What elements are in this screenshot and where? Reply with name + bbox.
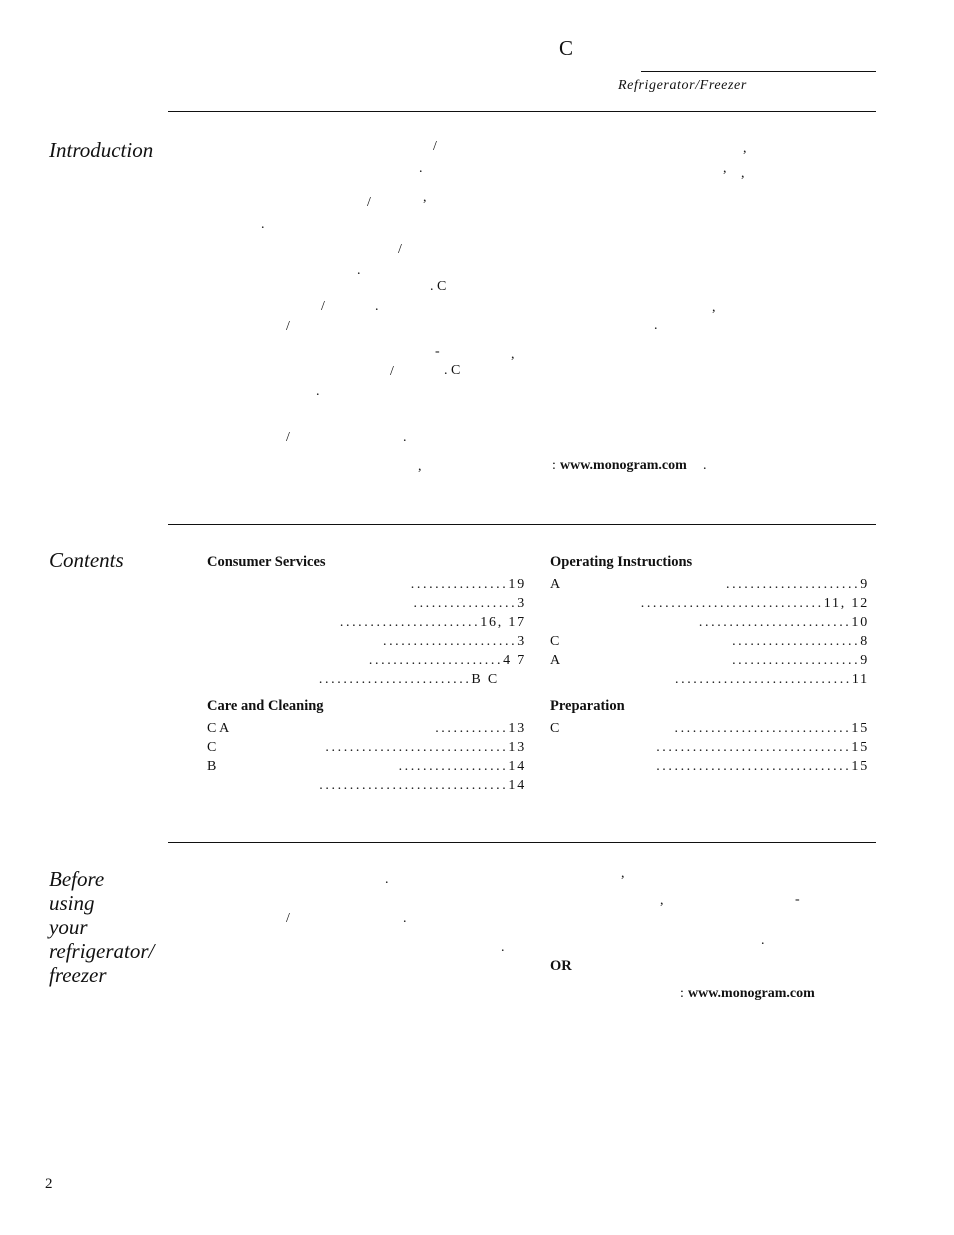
toc-row[interactable]: .................3 — [413, 596, 526, 611]
intro-fragment: / — [286, 430, 290, 445]
intro-fragment: . — [261, 217, 265, 232]
intro-fragment: / — [390, 364, 394, 379]
toc-row[interactable]: ..............................11, 12 — [640, 596, 869, 611]
intro-fragment: / — [367, 195, 371, 210]
intro-fragment: - — [435, 344, 440, 359]
before-fragment: . — [385, 872, 389, 887]
before-divider — [168, 842, 876, 843]
toc-row[interactable]: A ......................9 — [550, 577, 869, 592]
intro-fragment: . — [419, 161, 423, 176]
toc-row[interactable]: .........................10 — [698, 615, 869, 630]
header-rule — [641, 71, 876, 72]
before-website-link[interactable]: www.monogram.com — [688, 986, 815, 1001]
toc-row[interactable]: B ..................14 — [207, 759, 526, 774]
before-fragment: . — [761, 933, 765, 948]
intro-fragment: . C — [444, 363, 461, 378]
header-letter: C — [559, 36, 574, 60]
intro-fragment: . — [375, 299, 379, 314]
intro-fragment: , — [743, 141, 747, 156]
toc-row[interactable]: .........................B C — [318, 672, 499, 687]
intro-fragment: . — [654, 318, 658, 333]
intro-website-link[interactable]: www.monogram.com — [560, 458, 687, 473]
before-web-prefix: : — [680, 986, 684, 1001]
before-fragment: / — [286, 911, 290, 926]
intro-fragment: / — [286, 319, 290, 334]
toc-row[interactable]: ...............................14 — [319, 778, 526, 793]
toc-row[interactable]: ................19 — [410, 577, 526, 592]
toc-row[interactable]: ......................4 7 — [368, 653, 526, 668]
intro-web-prefix: : — [552, 458, 556, 473]
before-fragment: , — [621, 866, 625, 881]
toc-heading-operating-instructions: Operating Instructions — [550, 554, 693, 570]
intro-fragment: / — [321, 299, 325, 314]
intro-fragment: . — [316, 384, 320, 399]
contents-heading: Contents — [49, 548, 124, 572]
toc-row[interactable]: C ..............................13 — [207, 740, 526, 755]
intro-fragment: , — [418, 459, 422, 474]
toc-row[interactable]: C .....................8 — [550, 634, 869, 649]
toc-heading-preparation: Preparation — [550, 698, 625, 714]
toc-row[interactable]: C .............................15 — [550, 721, 869, 736]
intro-fragment: / — [398, 242, 402, 257]
toc-heading-consumer-services: Consumer Services — [207, 554, 326, 570]
before-fragment: . — [501, 940, 505, 955]
introduction-heading: Introduction — [49, 138, 154, 162]
intro-fragment: . — [403, 430, 407, 445]
before-fragment: , — [660, 893, 664, 908]
or-label: OR — [550, 958, 572, 974]
intro-fragment: , — [741, 166, 745, 181]
toc-heading-care-cleaning: Care and Cleaning — [207, 698, 324, 714]
intro-web-suffix: . — [703, 458, 707, 473]
intro-fragment: . — [357, 263, 361, 278]
intro-fragment: , — [723, 161, 727, 176]
page-number: 2 — [45, 1176, 53, 1192]
before-fragment: - — [795, 892, 800, 907]
intro-fragment: , — [712, 300, 716, 315]
intro-fragment: . C — [430, 279, 447, 294]
toc-row[interactable]: ................................15 — [656, 740, 869, 755]
toc-row[interactable]: ................................15 — [656, 759, 869, 774]
before-fragment: . — [403, 911, 407, 926]
header-subtitle: Refrigerator/Freezer — [618, 78, 747, 93]
intro-fragment: , — [511, 347, 515, 362]
before-using-heading: Before using your refrigerator/ freezer — [49, 867, 155, 987]
toc-row[interactable]: ......................3 — [382, 634, 526, 649]
toc-row[interactable]: C A ............13 — [207, 721, 526, 736]
intro-fragment: / — [433, 139, 437, 154]
toc-row[interactable]: .......................16, 17 — [339, 615, 526, 630]
intro-fragment: , — [423, 190, 427, 205]
toc-row[interactable]: .............................11 — [675, 672, 869, 687]
contents-divider — [168, 524, 876, 525]
top-divider — [168, 111, 876, 112]
toc-row[interactable]: A .....................9 — [550, 653, 869, 668]
